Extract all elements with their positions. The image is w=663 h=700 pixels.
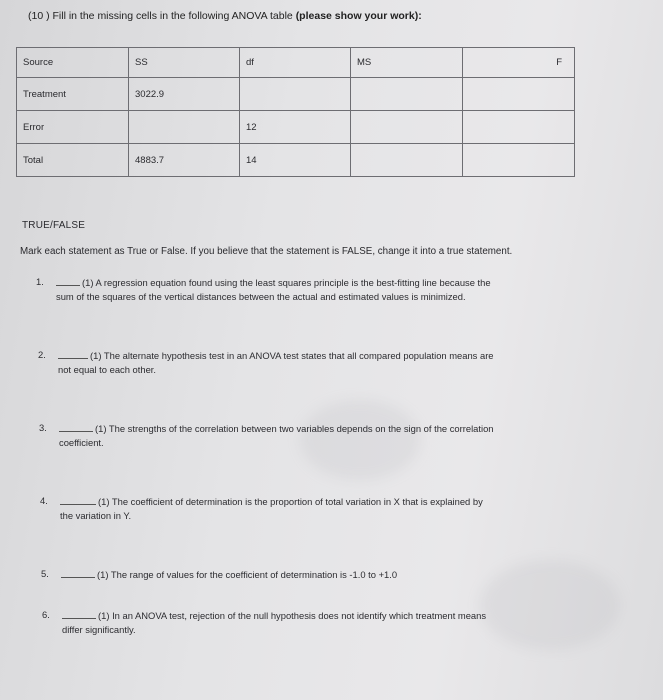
statement-text: (1) The range of values for the coefficient of determination is -1.0 to +1.0 <box>97 569 398 580</box>
statement-text: (1) The coefficient of determination is the proportion of total variation in X that is explained by <box>98 496 483 507</box>
header-f: F <box>463 48 575 78</box>
anova-row-total <box>17 144 575 177</box>
question-header <box>28 10 422 22</box>
statement-continuation: not equal to each other. <box>58 363 156 375</box>
cell-df-treatment[interactable] <box>240 78 351 111</box>
cell-ss-error[interactable] <box>129 111 240 144</box>
cell-df-error: 12 <box>240 111 351 144</box>
statement-number: 4. <box>40 495 48 506</box>
statement-text: (1) The alternate hypothesis test in an ANOVA test states that all compared population means are <box>90 350 494 361</box>
anova-header-row <box>17 48 575 78</box>
cell-ss-treatment: 3022.9 <box>129 78 240 111</box>
cell-source-total: Total <box>17 144 129 177</box>
statement-number: 3. <box>39 422 47 433</box>
cell-f-error[interactable] <box>463 111 575 144</box>
statement-number: 1. <box>36 276 44 287</box>
cell-f-treatment[interactable] <box>463 78 575 111</box>
statement-text: (1) A regression equation found using the least squares principle is the best-fitting line because the <box>82 277 491 288</box>
cell-source-error: Error <box>17 111 129 144</box>
statement-continuation: coefficient. <box>59 436 104 448</box>
statement-continuation: the variation in Y. <box>60 509 132 521</box>
answer-blank-2[interactable] <box>58 348 88 359</box>
truefalse-instructions: Mark each statement as True or False. If you believe that the statement is FALSE, change it into a true statement. <box>20 246 513 257</box>
cell-f-total[interactable] <box>463 144 575 177</box>
answer-blank-6[interactable] <box>62 608 96 619</box>
anova-row-treatment <box>17 78 575 111</box>
cell-ms-total[interactable] <box>351 144 463 177</box>
answer-blank-4[interactable] <box>60 494 96 505</box>
answer-blank-3[interactable] <box>59 421 93 432</box>
answer-blank-5[interactable] <box>61 567 95 578</box>
cell-source-treatment: Treatment <box>17 78 129 111</box>
question-prompt-bold: (please show your work): <box>295 10 422 22</box>
cell-ss-total: 4883.7 <box>129 144 240 177</box>
anova-row-error <box>17 111 575 144</box>
statement-text: (1) In an ANOVA test, rejection of the null hypothesis does not identify which treatment means <box>98 610 487 621</box>
answer-blank-1[interactable] <box>56 275 80 286</box>
statement-continuation: sum of the squares of the vertical distances between the actual and estimated values is minimized. <box>56 290 466 302</box>
header-source: Source <box>17 48 129 78</box>
question-prompt: (10 ) Fill in the missing cells in the following ANOVA table <box>28 10 296 22</box>
statement-continuation: differ significantly. <box>62 623 136 635</box>
header-ss: SS <box>129 48 240 78</box>
anova-table <box>16 47 575 177</box>
cell-ms-treatment[interactable] <box>351 78 463 111</box>
header-ms: MS <box>351 48 463 78</box>
truefalse-title: TRUE/FALSE <box>22 220 86 231</box>
cell-ms-error[interactable] <box>351 111 463 144</box>
statement-text: (1) The strengths of the correlation between two variables depends on the sign of the correlation <box>95 423 494 434</box>
statement-number: 5. <box>41 568 49 579</box>
cell-df-total: 14 <box>240 144 351 177</box>
statement-number: 2. <box>38 349 46 360</box>
statement-number: 6. <box>42 609 50 620</box>
header-df: df <box>240 48 351 78</box>
